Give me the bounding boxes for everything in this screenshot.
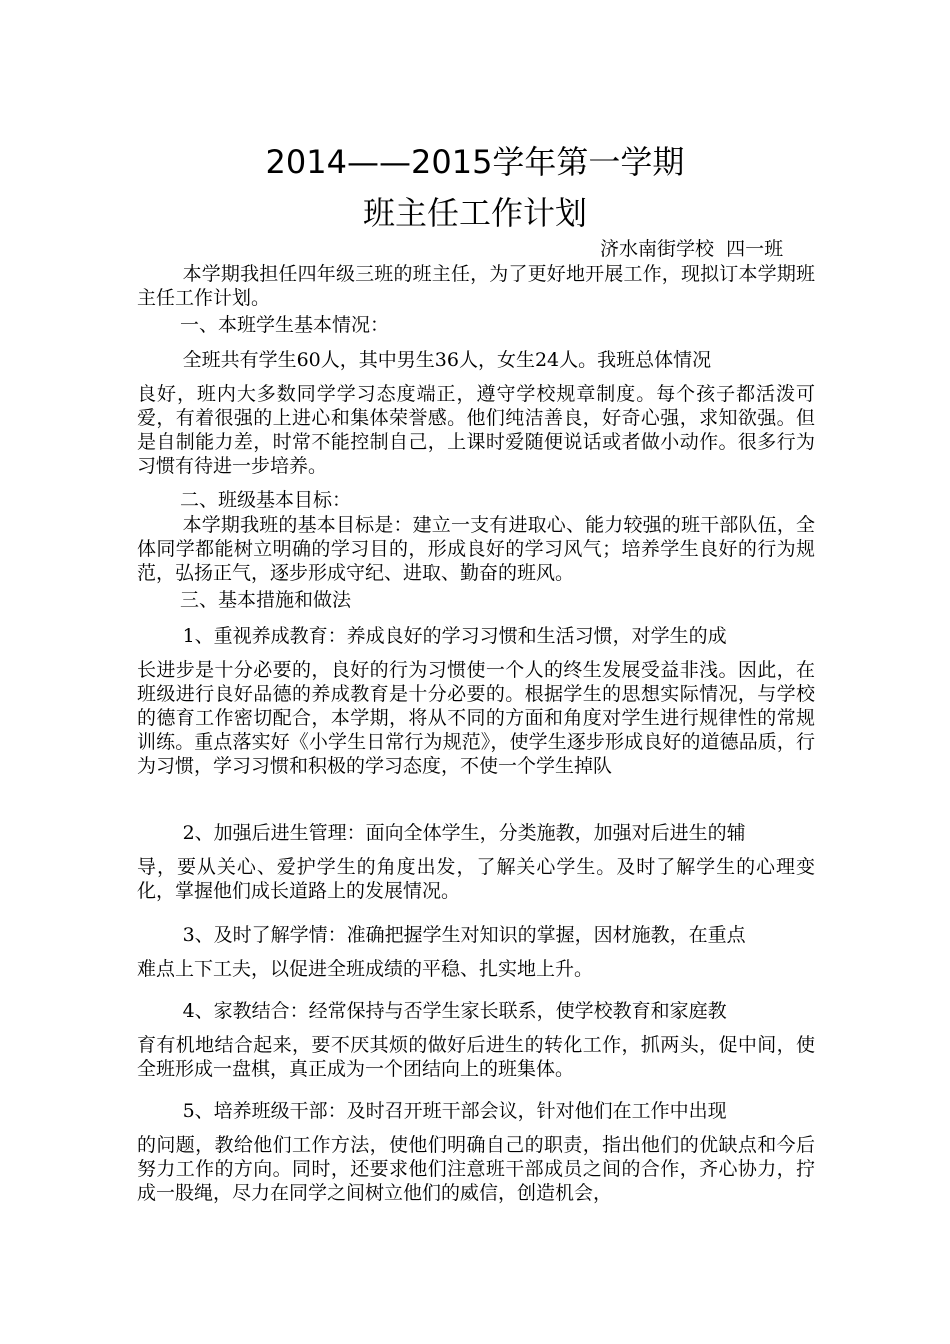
section1-first-line: 全班共有学生60人，其中男生36人，女生24人。我班总体情况 [182, 349, 712, 371]
measure-item-first-line: 3、及时了解学情：准确把握学生对知识的掌握，因材施教，在重点 [182, 924, 746, 946]
section1-body: 良好，班内大多数同学学习态度端正，遵守学校规章制度。每个孩子都活泼可爱，有着很强的上进心和集体荣誉感。他们纯洁善良，好奇心强，求知欲强。但是自制能力差，时常不能控制自己，上课时爱随便说话或者做小动作。很多行为习惯有待进一步培养。 [137, 383, 815, 477]
measure-item [137, 1099, 815, 1205]
measure-item [137, 624, 815, 778]
measure-item [137, 821, 815, 903]
measure-item-first-line: 5、培养班级干部：及时召开班干部会议，针对他们在工作中出现 [182, 1100, 727, 1122]
measure-item-first-line: 1、重视养成教育：养成良好的学习习惯和生活习惯，对学生的成 [182, 625, 727, 647]
section1-heading: 一、本班学生基本情况： [180, 314, 390, 336]
measure-item-first-line: 4、家教结合：经常保持与否学生家长联系，使学校教育和家庭教 [182, 1000, 727, 1022]
section2-heading: 二、班级基本目标： [180, 489, 352, 511]
measure-item [137, 923, 815, 981]
measure-item-body: 的问题，教给他们工作方法，使他们明确自己的职责，指出他们的优缺点和今后努力工作的方向。同时，还要求他们注意班干部成员之间的合作，齐心协力，拧成一股绳，尽力在同学之间树立他们的威信，创造机会， [137, 1134, 815, 1204]
measure-item-first-line: 2、加强后进生管理：面向全体学生，分类施教，加强对后进生的辅 [182, 822, 746, 844]
measure-item-body: 育有机地结合起来，要不厌其烦的做好后进生的转化工作，抓两头，促中间，使全班形成一盘棋，真正成为一个团结向上的班集体。 [137, 1034, 815, 1080]
measure-item-body: 长进步是十分必要的，良好的行为习惯使一个人的终生发展受益非浅。因此，在班级进行良好品德的养成教育是十分必要的。根据学生的思想实际情况，与学校的德育工作密切配合，本学期，将从不同的方面和角度对学生进行规律性的常规训练。重点落实好《小学生日常行为规范》，使学生逐步形成良好的道德品质，行为习惯，学习习惯和积极的学习态度，不使一个学生掉队 [137, 659, 815, 777]
document-title-line1: 2014——2015学年第一学期 [265, 143, 685, 181]
section3-heading: 三、基本措施和做法 [180, 589, 352, 611]
intro-paragraph: 本学期我担任四年级三班的班主任，为了更好地开展工作，现拟订本学期班主任工作计划。 [137, 263, 815, 309]
measure-item-body: 导，要从关心、爱护学生的角度出发，了解关心学生。及时了解学生的心理变化，掌握他们成长道路上的发展情况。 [137, 856, 815, 902]
measure-item-body: 难点上下工夫，以促进全班成绩的平稳、扎实地上升。 [137, 958, 594, 980]
measure-item [137, 999, 815, 1081]
section2-paragraph: 本学期我班的基本目标是：建立一支有进取心、能力较强的班干部队伍，全体同学都能树立明确的学习目的，形成良好的学习风气；培养学生良好的行为规范，弘扬正气，逐步形成守纪、进取、勤奋的班风。 [137, 514, 815, 584]
section1-paragraph [137, 348, 815, 478]
school-class-label: 济水南街学校 四一班 [600, 238, 784, 260]
document-title-line2: 班主任工作计划 [362, 194, 587, 232]
